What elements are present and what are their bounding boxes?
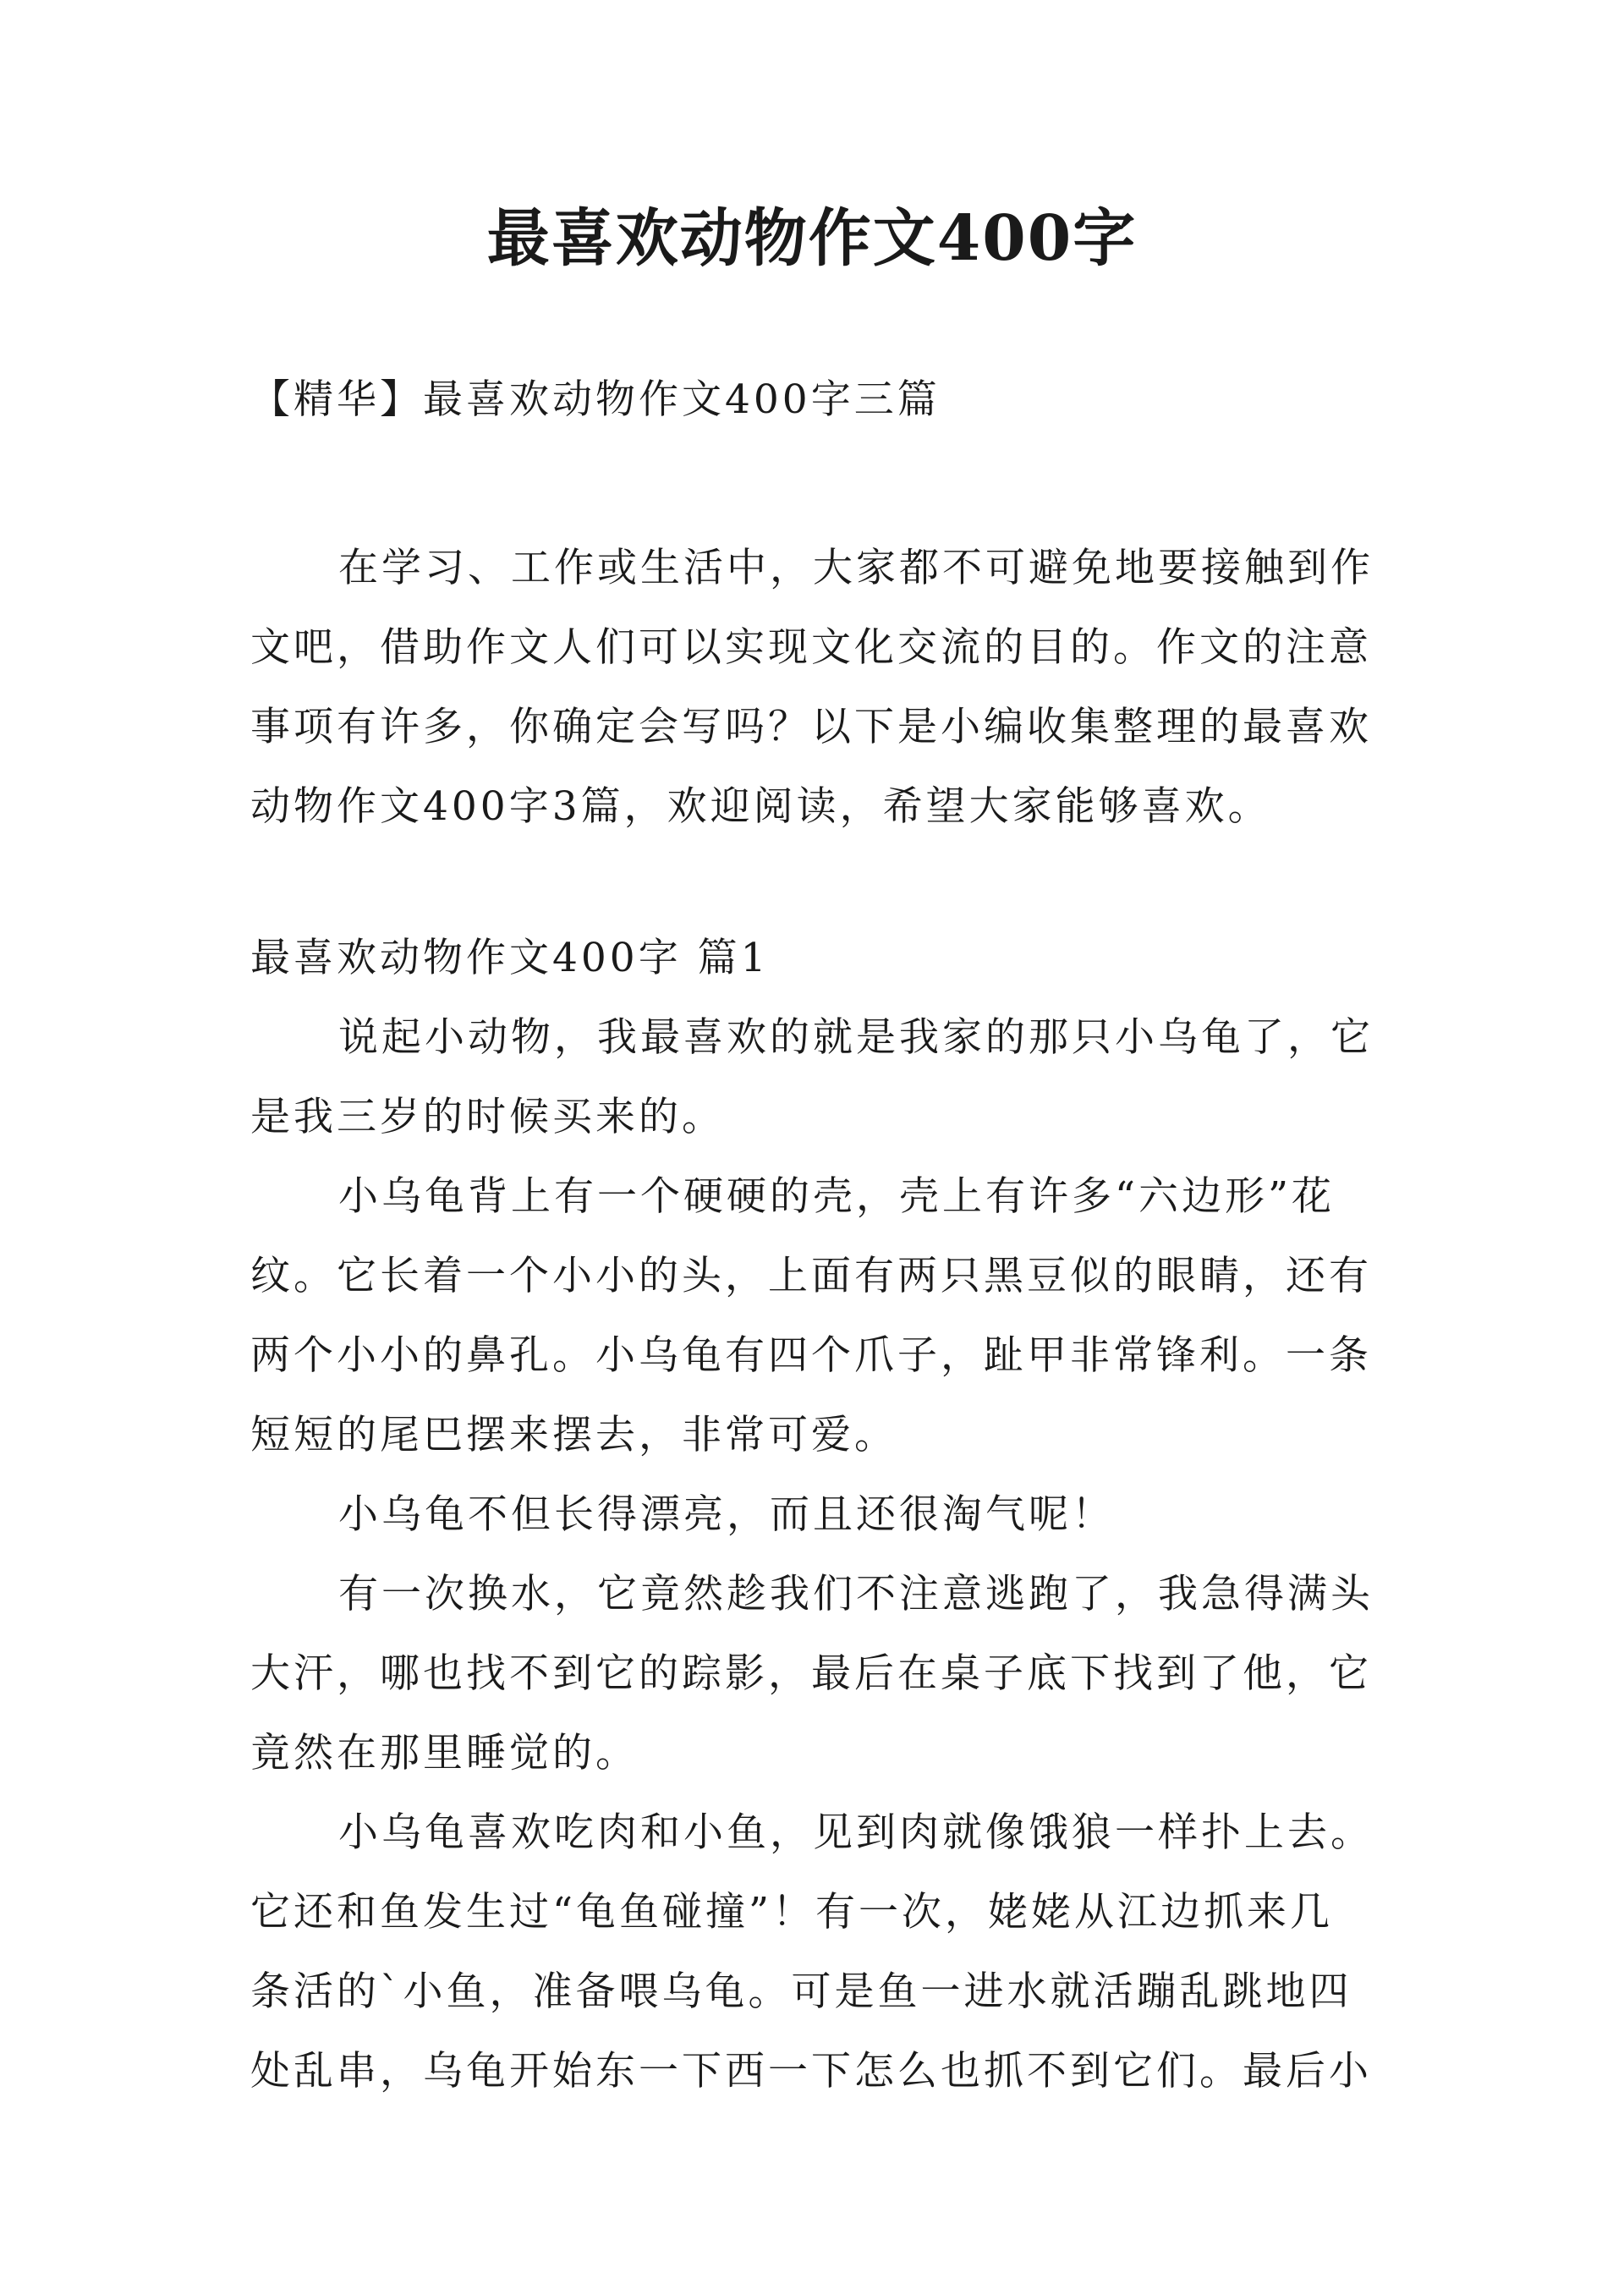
intro-line: 事项有许多，你确定会写吗？以下是小编收集整理的最喜欢 — [250, 704, 1372, 750]
paragraph-line: 说起小动物，我最喜欢的就是我家的那只小乌龟了，它 — [338, 1014, 1374, 1061]
paragraph-line: 纹。它长着一个小小的头，上面有两只黑豆似的眼睛，还有 — [250, 1253, 1372, 1299]
intro-line: 文吧，借助作文人们可以实现文化交流的目的。作文的注意 — [250, 624, 1372, 671]
paragraph-line: 是我三岁的时候买来的。 — [250, 1094, 725, 1140]
document-subtitle: 【精华】最喜欢动物作文400字三篇 — [250, 376, 941, 423]
paragraph-line: 两个小小的鼻孔。小乌龟有四个爪子，趾甲非常锋利。一条 — [250, 1332, 1372, 1379]
paragraph-line: 短短的尾巴摆来摆去，非常可爱。 — [250, 1412, 897, 1458]
paragraph-line: 处乱串，乌龟开始东一下西一下怎么也抓不到它们。最后小 — [250, 2048, 1372, 2095]
paragraph-line: 有一次换水，它竟然趁我们不注意逃跑了，我急得满头 — [338, 1571, 1374, 1617]
paragraph-line: 它还和鱼发生过“龟鱼碰撞”！有一次，姥姥从江边抓来几 — [250, 1889, 1334, 1935]
paragraph-line: 条活的`小鱼，准备喂乌龟。可是鱼一进水就活蹦乱跳地四 — [250, 1968, 1352, 2015]
paragraph-line: 小乌龟不但长得漂亮，而且还很淘气呢！ — [338, 1491, 1115, 1538]
paragraph-line: 小乌龟喜欢吃肉和小鱼，见到肉就像饿狼一样扑上去。 — [338, 1809, 1374, 1856]
intro-line: 动物作文400字3篇，欢迎阅读，希望大家能够喜欢。 — [250, 783, 1271, 830]
intro-line: 在学习、工作或生活中，大家都不可避免地要接触到作 — [338, 545, 1374, 591]
paragraph-line: 小乌龟背上有一个硬硬的壳，壳上有许多“六边形”花 — [338, 1173, 1336, 1220]
paragraph-line: 竟然在那里睡觉的。 — [250, 1730, 639, 1776]
paragraph-line: 大汗，哪也找不到它的踪影，最后在桌子底下找到了他，它 — [250, 1650, 1372, 1697]
document-title: 最喜欢动物作文400字 — [486, 202, 1138, 275]
section-heading: 最喜欢动物作文400字 篇1 — [250, 935, 770, 981]
